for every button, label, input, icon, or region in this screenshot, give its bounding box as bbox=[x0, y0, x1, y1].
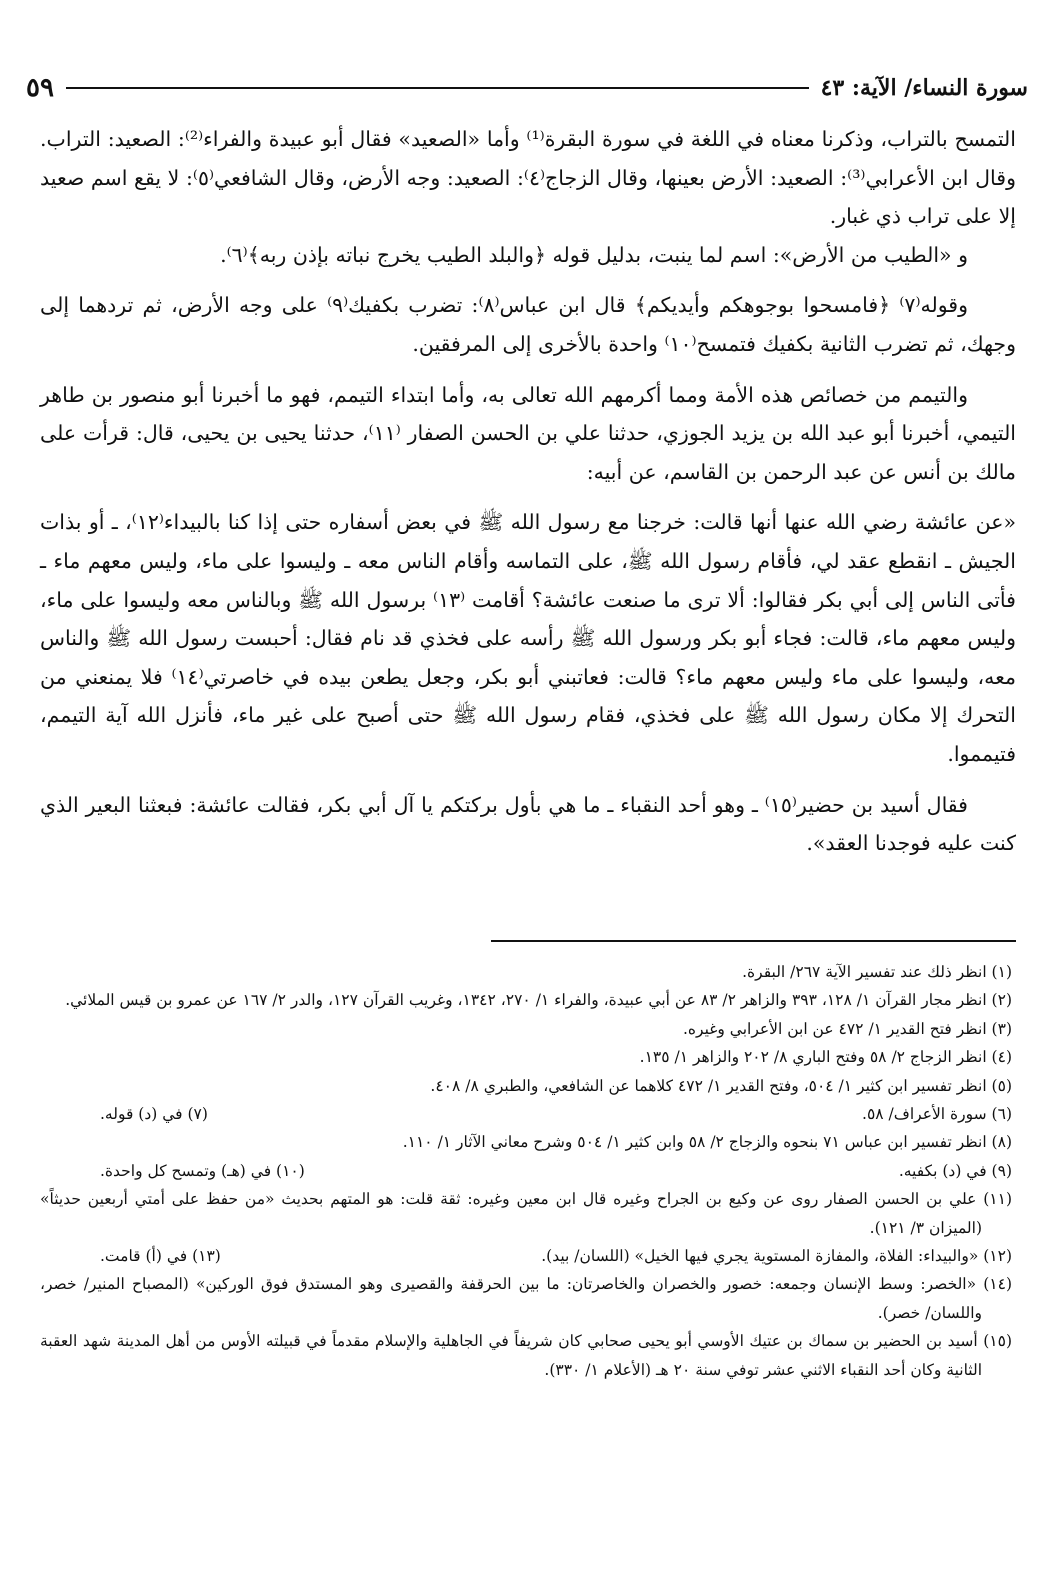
paragraph-5: «عن عائشة رضي الله عنها أنها قالت: خرجنا مع رسول الله ﷺ في بعض أسفاره حتى إذا كنا بالبيداء⁽١٢⁾، ـ أو بذات الجيش ـ انقطع عقد لي، فأقام رسول الله ﷺ، على التماسه وأقام الناس معه ـ وليسوا على ماء، وليس معهم ماء ـ فأتى الناس إلى أبي بكر فقالوا: ألا ترى ما صنعت عائشة؟ أقامت ⁽١٣⁾ برسول الله ﷺ وبالناس معه وليسوا على ماء، وليس معهم ماء، قالت: فجاء أبو بكر ورسول الله ﷺ رأسه على فخذي قد نام فقال: أحبست رسول الله ﷺ والناس معه، وليسوا على ماء وليس معهم ماء؟ قالت: فعاتبني أبو بكر، وجعل يطعن بيده في خاصرتي⁽١٤⁾ فلا يمنعني من التحرك إلا مكان رسول الله ﷺ على فخذي، فقام رسول الله ﷺ حتى أصبح على غير ماء، فأنزل الله آية التيمم، فتيمموا. bbox=[40, 510, 1017, 766]
footnote-15: (١٥) أسيد بن الحضير بن سماك بن عتيك الأوسي أبو يحيى صحابي كان شريفاً في الجاهلية والإسلام مقدماً في قبيلته الأوس من أهل المدينة شهد العقبة الثانية وكان أحد النقباء الاثني عشر توفي سنة ٢٠ هـ (الأعلام ١/ ٣٣٠). bbox=[40, 1332, 1012, 1379]
footnote-3: (٣) انظر فتح القدير ١/ ٤٧٢ عن ابن الأعرابي وغيره. bbox=[683, 1019, 1012, 1038]
paragraph-1: التمسح بالتراب، وذكرنا معناه في اللغة في سورة البقرة⁽¹⁾ وأما «الصعيد» فقال أبو عبيدة والفراء⁽²⁾: الصعيد: التراب. وقال ابن الأعرابي⁽³⁾: الصعيد: الأرض بعينها، وقال الزجاج⁽٤⁾: الصعيد: وجه الأرض، وقال الشافعي⁽٥⁾: لا يقع اسم صعيد إلا على تراب ذي غبار. bbox=[40, 127, 1016, 229]
paragraph-3: وقوله⁽٧⁾ ﴿فامسحوا بوجوهكم وأيديكم﴾ قال ابن عباس⁽٨⁾: تضرب بكفيك⁽٩⁾ على وجه الأرض، ثم تردهما إلى وجهك، ثم تضرب الثانية بكفيك فتمسح⁽١٠⁾ واحدة بالأخرى إلى المرفقين. bbox=[40, 293, 1016, 356]
header-rule bbox=[66, 87, 809, 89]
page-number: ٥٩ bbox=[26, 73, 54, 103]
footnote-row-9-10 bbox=[40, 1157, 1012, 1185]
paragraph-4: والتيمم من خصائص هذه الأمة ومما أكرمهم الله تعالى به، وأما ابتداء التيمم، فهو ما أخبرنا أبو منصور بن طاهر التيمي، أخبرنا أبو عبد الله بن يزيد الجوزي، حدثنا علي بن الحسن الصفار ⁽١١⁾، حدثنا يحيى بن يحيى، قال: قرأت على مالك بن أنس عن عبد الرحمن بن القاسم، عن أبيه: bbox=[40, 382, 1017, 484]
footnote-row-12-13 bbox=[40, 1242, 1012, 1270]
footnote-4: (٤) انظر الزجاج ٢/ ٥٨ وفتح الباري ٨/ ٢٠٢ والزاهر ١/ ١٣٥. bbox=[639, 1048, 1012, 1067]
footnote-2: (٢) انظر مجار القرآن ١/ ١٢٨، ٣٩٣ والزاهر ٢/ ٨٣ عن أبي عبيدة، والفراء ١/ ٢٧٠، ١٣٤٢، وغريب القرآن ١٢٧، والدر ٢/ ١٦٧ عن عمرو بن قيس الملائي. bbox=[65, 991, 1012, 1010]
footnote-9: (٩) في (د) بكفيه. bbox=[898, 1161, 1012, 1180]
footnote-8: (٨) انظر تفسير ابن عباس ٧١ بنحوه والزجاج ٢/ ٥٨ وابن كثير ١/ ٥٠٤ وشرح معاني الآثار ١/ ١١٠. bbox=[402, 1133, 1012, 1152]
paragraph-2: و «الطيب من الأرض»: اسم لما ينبت، بدليل قوله ﴿والبلد الطيب يخرج نباته بإذن ربه﴾⁽٦⁾. bbox=[220, 242, 968, 267]
footnote-14: (١٤) «الخصر: وسط الإنسان وجمعه: خصور والخصران والخاصرتان: ما بين الحرقفة والقصيرى وهو المستدق فوق الوركين» (المصباح المنير/ خصر، واللسان/ خصر). bbox=[40, 1275, 1012, 1322]
running-header bbox=[26, 68, 1028, 108]
running-title: سورة النساء/ الآية: ٤٣ bbox=[820, 75, 1028, 101]
footnote-7: (٧) في (د) قوله. bbox=[100, 1105, 208, 1124]
footnote-divider bbox=[491, 940, 1016, 942]
footnote-row-6-7 bbox=[40, 1100, 1012, 1128]
footnote-6: (٦) سورة الأعراف/ ٥٨. bbox=[862, 1105, 1012, 1124]
main-text bbox=[40, 120, 1016, 863]
paragraph-6: فقال أسيد بن حضير⁽١٥⁾ ـ وهو أحد النقباء ـ ما هي بأول بركتكم يا آل أبي بكر، فقالت عائشة: فبعثنا البعير الذي كنت عليه فوجدنا العقد». bbox=[40, 792, 1016, 856]
footnote-13: (١٣) في (أ) قامت. bbox=[100, 1247, 221, 1266]
footnotes bbox=[40, 958, 1012, 1384]
footnote-11: (١١) علي بن الحسن الصفار روى عن وكيع بن الجراح وغيره قال ابن معين وغيره: ثقة قلت: هو المتهم بحديث «من حفظ على أمتي أربعين حديثاً» (الميزان ٣/ ١٢١). bbox=[40, 1190, 1012, 1237]
footnote-1: (١) انظر ذلك عند تفسير الآية ٢٦٧/ البقرة. bbox=[742, 963, 1012, 981]
footnote-5: (٥) انظر تفسير ابن كثير ١/ ٥٠٤، وفتح القدير ١/ ٤٧٢ كلاهما عن الشافعي، والطبري ٨/ ٤٠٨. bbox=[430, 1076, 1012, 1095]
footnote-10: (١٠) في (هـ) وتمسح كل واحدة. bbox=[100, 1161, 305, 1180]
footnote-12: (١٢) «والبيداء: الفلاة، والمفازة المستوية يجري فيها الخيل» (اللسان/ بيد). bbox=[541, 1247, 1012, 1266]
